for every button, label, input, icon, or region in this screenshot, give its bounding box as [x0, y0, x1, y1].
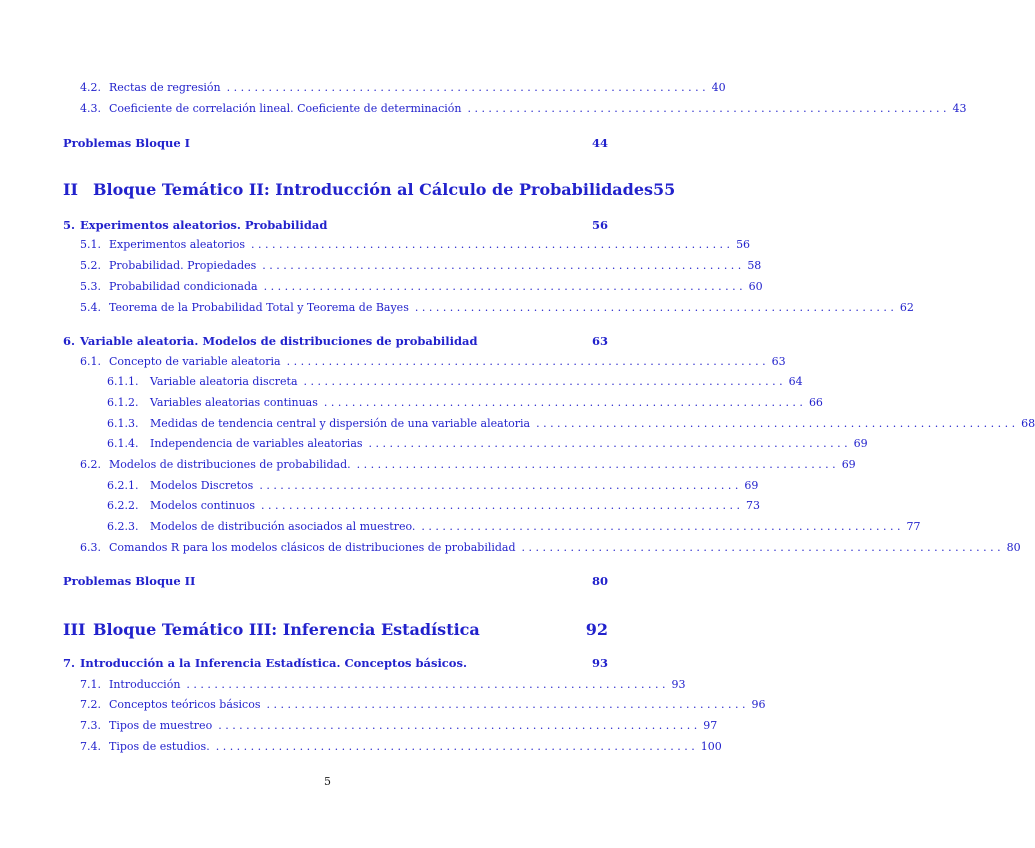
entry-number: 5.3.: [80, 280, 101, 293]
dot-leader: . . . . . . . . . . . . . . . . . . . . . . . . . . . . . . . . . . . . . . . . . . . . . . . . . . . . . . . . . . . . . . . . . . . . .: [536, 417, 1016, 430]
chapter-page: 56: [591, 218, 608, 232]
entry-title: Modelos de distribución asociados al muestreo.: [150, 520, 416, 533]
entry-title: Probabilidad. Propiedades: [109, 259, 257, 272]
entry-page: 69: [744, 479, 759, 492]
toc-entry-problemas-bloque-1[interactable]: [63, 136, 608, 150]
toc-entry-5-2[interactable]: [80, 259, 762, 273]
dot-leader: . . . . . . . . . . . . . . . . . . . . . . . . . . . . . . . . . . . . . . . . . . . . . . . . . . . . . . . . . . . . . . . . . . . . .: [226, 81, 706, 94]
entry-page: 93: [671, 678, 686, 691]
entry-page: 63: [771, 355, 786, 368]
toc-entry-problemas-bloque-2[interactable]: [63, 574, 608, 588]
entry-number: 4.3.: [80, 102, 101, 115]
entry-number: 6.2.: [80, 458, 101, 471]
entry-page: 77: [906, 520, 921, 533]
entry-number: 4.2.: [80, 81, 101, 94]
entry-page: 58: [747, 259, 762, 272]
entry-number: 5.1.: [80, 238, 101, 251]
dot-leader: . . . . . . . . . . . . . . . . . . . . . . . . . . . . . . . . . . . . . . . . . . . . . . . . . . . . . . . . . . . . . . . . . . . . .: [368, 437, 848, 450]
entry-number: 6.1.2.: [107, 396, 139, 409]
dot-leader: . . . . . . . . . . . . . . . . . . . . . . . . . . . . . . . . . . . . . . . . . . . . . . . . . . . . . . . . . . . . . . . . . . . . .: [260, 499, 741, 512]
dot-leader: . . . . . . . . . . . . . . . . . . . . . . . . . . . . . . . . . . . . . . . . . . . . . . . . . . . . . . . . . . . . . . . . . . . . .: [218, 719, 698, 732]
toc-entry-7-4[interactable]: [80, 740, 722, 754]
toc-entry-6-3[interactable]: [80, 541, 1021, 555]
chapter-number: 6.: [63, 334, 76, 348]
toc-entry-6-2-1[interactable]: [107, 479, 759, 493]
entry-title: Probabilidad condicionada: [109, 280, 258, 293]
entry-title: Introducción: [109, 678, 181, 691]
chapter-title: Introducción a la Inferencia Estadística. Conceptos básicos.: [80, 656, 467, 670]
dot-leader: . . . . . . . . . . . . . . . . . . . . . . . . . . . . . . . . . . . . . . . . . . . . . . . . . . . . . . . . . . . . . . . . . . . . .: [323, 396, 803, 409]
entry-number: 6.2.1.: [107, 479, 139, 492]
entry-title: Problemas Bloque II: [63, 574, 196, 588]
toc-entry-6-2[interactable]: [80, 458, 856, 472]
entry-number: 6.2.2.: [107, 499, 139, 512]
toc-entry-6-2-2[interactable]: [107, 499, 761, 513]
entry-number: 7.4.: [80, 740, 101, 753]
chapter-title: Experimentos aleatorios. Probabilidad: [80, 218, 328, 232]
chapter-number: 5.: [63, 218, 76, 232]
toc-entry-5-3[interactable]: [80, 280, 763, 294]
dot-leader: . . . . . . . . . . . . . . . . . . . . . . . . . . . . . . . . . . . . . . . . . . . . . . . . . . . . . . . . . . . . . . . . . . . . .: [286, 355, 766, 368]
toc-entry-4-2[interactable]: [80, 81, 726, 95]
entry-page: 97: [703, 719, 718, 732]
toc-chapter-6[interactable]: [63, 334, 608, 348]
dot-leader: . . . . . . . . . . . . . . . . . . . . . . . . . . . . . . . . . . . . . . . . . . . . . . . . . . . . . . . . . . . . . . . . . . . . .: [303, 375, 783, 388]
toc-entry-4-3[interactable]: [80, 102, 967, 116]
part-page: 92: [585, 620, 608, 639]
entry-page: 62: [899, 301, 914, 314]
chapter-page: 63: [591, 334, 608, 348]
entry-page: 80: [1006, 541, 1021, 554]
toc-entry-6-1-2[interactable]: [107, 396, 823, 410]
entry-title: Modelos de distribuciones de probabilidad.: [109, 458, 351, 471]
toc-entry-7-3[interactable]: [80, 719, 718, 733]
entry-title: Variables aleatorias continuas: [150, 396, 318, 409]
entry-number: 6.3.: [80, 541, 101, 554]
toc-part-3[interactable]: [63, 620, 608, 640]
entry-number: 6.1.4.: [107, 437, 139, 450]
entry-number: 7.1.: [80, 678, 101, 691]
toc-entry-7-2[interactable]: [80, 698, 766, 712]
toc-chapter-5[interactable]: [63, 218, 608, 232]
entry-title: Variable aleatoria discreta: [150, 375, 298, 388]
chapter-title: Variable aleatoria. Modelos de distribuciones de probabilidad: [80, 334, 478, 348]
dot-leader: . . . . . . . . . . . . . . . . . . . . . . . . . . . . . . . . . . . . . . . . . . . . . . . . . . . . . . . . . . . . . . . . . . . . .: [521, 541, 1001, 554]
toc-entry-6-2-3[interactable]: [107, 520, 921, 534]
entry-page: 56: [736, 238, 751, 251]
entry-page: 100: [700, 740, 722, 753]
entry-page: 96: [751, 698, 766, 711]
dot-leader: . . . . . . . . . . . . . . . . . . . . . . . . . . . . . . . . . . . . . . . . . . . . . . . . . . . . . . . . . . . . . . . . . . . . .: [215, 740, 695, 753]
part-title: Bloque Temático II: Introducción al Cálculo de Probabilidades: [93, 180, 654, 199]
dot-leader: . . . . . . . . . . . . . . . . . . . . . . . . . . . . . . . . . . . . . . . . . . . . . . . . . . . . . . . . . . . . . . . . . . . . .: [186, 678, 666, 691]
dot-leader: . . . . . . . . . . . . . . . . . . . . . . . . . . . . . . . . . . . . . . . . . . . . . . . . . . . . . . . . . . . . . . . . . . . . .: [356, 458, 836, 471]
toc-entry-6-1-1[interactable]: [107, 375, 803, 389]
dot-leader: . . . . . . . . . . . . . . . . . . . . . . . . . . . . . . . . . . . . . . . . . . . . . . . . . . . . . . . . . . . . . . . . . . . . .: [262, 259, 742, 272]
entry-title: Tipos de muestreo: [109, 719, 213, 732]
toc-entry-6-1-4[interactable]: [107, 437, 868, 451]
entry-number: 7.2.: [80, 698, 101, 711]
entry-page: 69: [841, 458, 856, 471]
entry-page: 73: [746, 499, 761, 512]
entry-number: 6.1.: [80, 355, 101, 368]
toc-entry-7-1[interactable]: [80, 678, 686, 692]
entry-page: 68: [1021, 417, 1035, 430]
entry-number: 5.2.: [80, 259, 101, 272]
entry-number: 6.1.3.: [107, 417, 139, 430]
entry-title: Coeficiente de correlación lineal. Coeficiente de determinación: [109, 102, 462, 115]
part-number: III: [63, 620, 86, 639]
entry-number: 6.1.1.: [107, 375, 139, 388]
toc-entry-5-1[interactable]: [80, 238, 751, 252]
entry-title: Independencia de variables aleatorias: [150, 437, 363, 450]
entry-page: 60: [748, 280, 763, 293]
entry-page: 40: [711, 81, 726, 94]
dot-leader: . . . . . . . . . . . . . . . . . . . . . . . . . . . . . . . . . . . . . . . . . . . . . . . . . . . . . . . . . . . . . . . . . . . . .: [467, 102, 947, 115]
entry-title: Problemas Bloque I: [63, 136, 191, 150]
dot-leader: . . . . . . . . . . . . . . . . . . . . . . . . . . . . . . . . . . . . . . . . . . . . . . . . . . . . . . . . . . . . . . . . . . . . .: [421, 520, 901, 533]
entry-page: 43: [952, 102, 967, 115]
entry-title: Modelos continuos: [150, 499, 255, 512]
entry-title: Teorema de la Probabilidad Total y Teorema de Bayes: [109, 301, 409, 314]
entry-title: Comandos R para los modelos clásicos de distribuciones de probabilidad: [109, 541, 516, 554]
entry-title: Modelos Discretos: [150, 479, 254, 492]
dot-leader: . . . . . . . . . . . . . . . . . . . . . . . . . . . . . . . . . . . . . . . . . . . . . . . . . . . . . . . . . . . . . . . . . . . . .: [259, 479, 739, 492]
entry-title: Experimentos aleatorios: [109, 238, 246, 251]
entry-title: Tipos de estudios.: [109, 740, 210, 753]
entry-page: 80: [591, 574, 608, 588]
part-page: 55: [653, 180, 676, 199]
entry-title: Conceptos teóricos básicos: [109, 698, 261, 711]
entry-title: Concepto de variable aleatoria: [109, 355, 281, 368]
part-title: Bloque Temático III: Inferencia Estadística: [93, 620, 480, 639]
entry-page: 64: [788, 375, 803, 388]
toc-entry-6-1-3[interactable]: [107, 417, 1035, 431]
part-number: II: [63, 180, 78, 199]
dot-leader: . . . . . . . . . . . . . . . . . . . . . . . . . . . . . . . . . . . . . . . . . . . . . . . . . . . . . . . . . . . . . . . . . . . . .: [251, 238, 731, 251]
entry-page: 66: [808, 396, 823, 409]
chapter-page: 93: [591, 656, 608, 670]
dot-leader: . . . . . . . . . . . . . . . . . . . . . . . . . . . . . . . . . . . . . . . . . . . . . . . . . . . . . . . . . . . . . . . . . . . . .: [414, 301, 894, 314]
entry-page: 69: [853, 437, 868, 450]
page-number: 5: [324, 775, 331, 788]
entry-number: 5.4.: [80, 301, 101, 314]
toc-part-2[interactable]: [63, 180, 676, 200]
entry-page: 44: [591, 136, 608, 150]
toc-entry-6-1[interactable]: [80, 355, 786, 369]
chapter-number: 7.: [63, 656, 76, 670]
toc-entry-5-4[interactable]: [80, 301, 914, 315]
entry-number: 7.3.: [80, 719, 101, 732]
entry-title: Rectas de regresión: [109, 81, 221, 94]
entry-title: Medidas de tendencia central y dispersión de una variable aleatoria: [150, 417, 531, 430]
entry-number: 6.2.3.: [107, 520, 139, 533]
toc-chapter-7[interactable]: [63, 656, 608, 670]
dot-leader: . . . . . . . . . . . . . . . . . . . . . . . . . . . . . . . . . . . . . . . . . . . . . . . . . . . . . . . . . . . . . . . . . . . . .: [266, 698, 746, 711]
dot-leader: . . . . . . . . . . . . . . . . . . . . . . . . . . . . . . . . . . . . . . . . . . . . . . . . . . . . . . . . . . . . . . . . . . . . .: [263, 280, 743, 293]
